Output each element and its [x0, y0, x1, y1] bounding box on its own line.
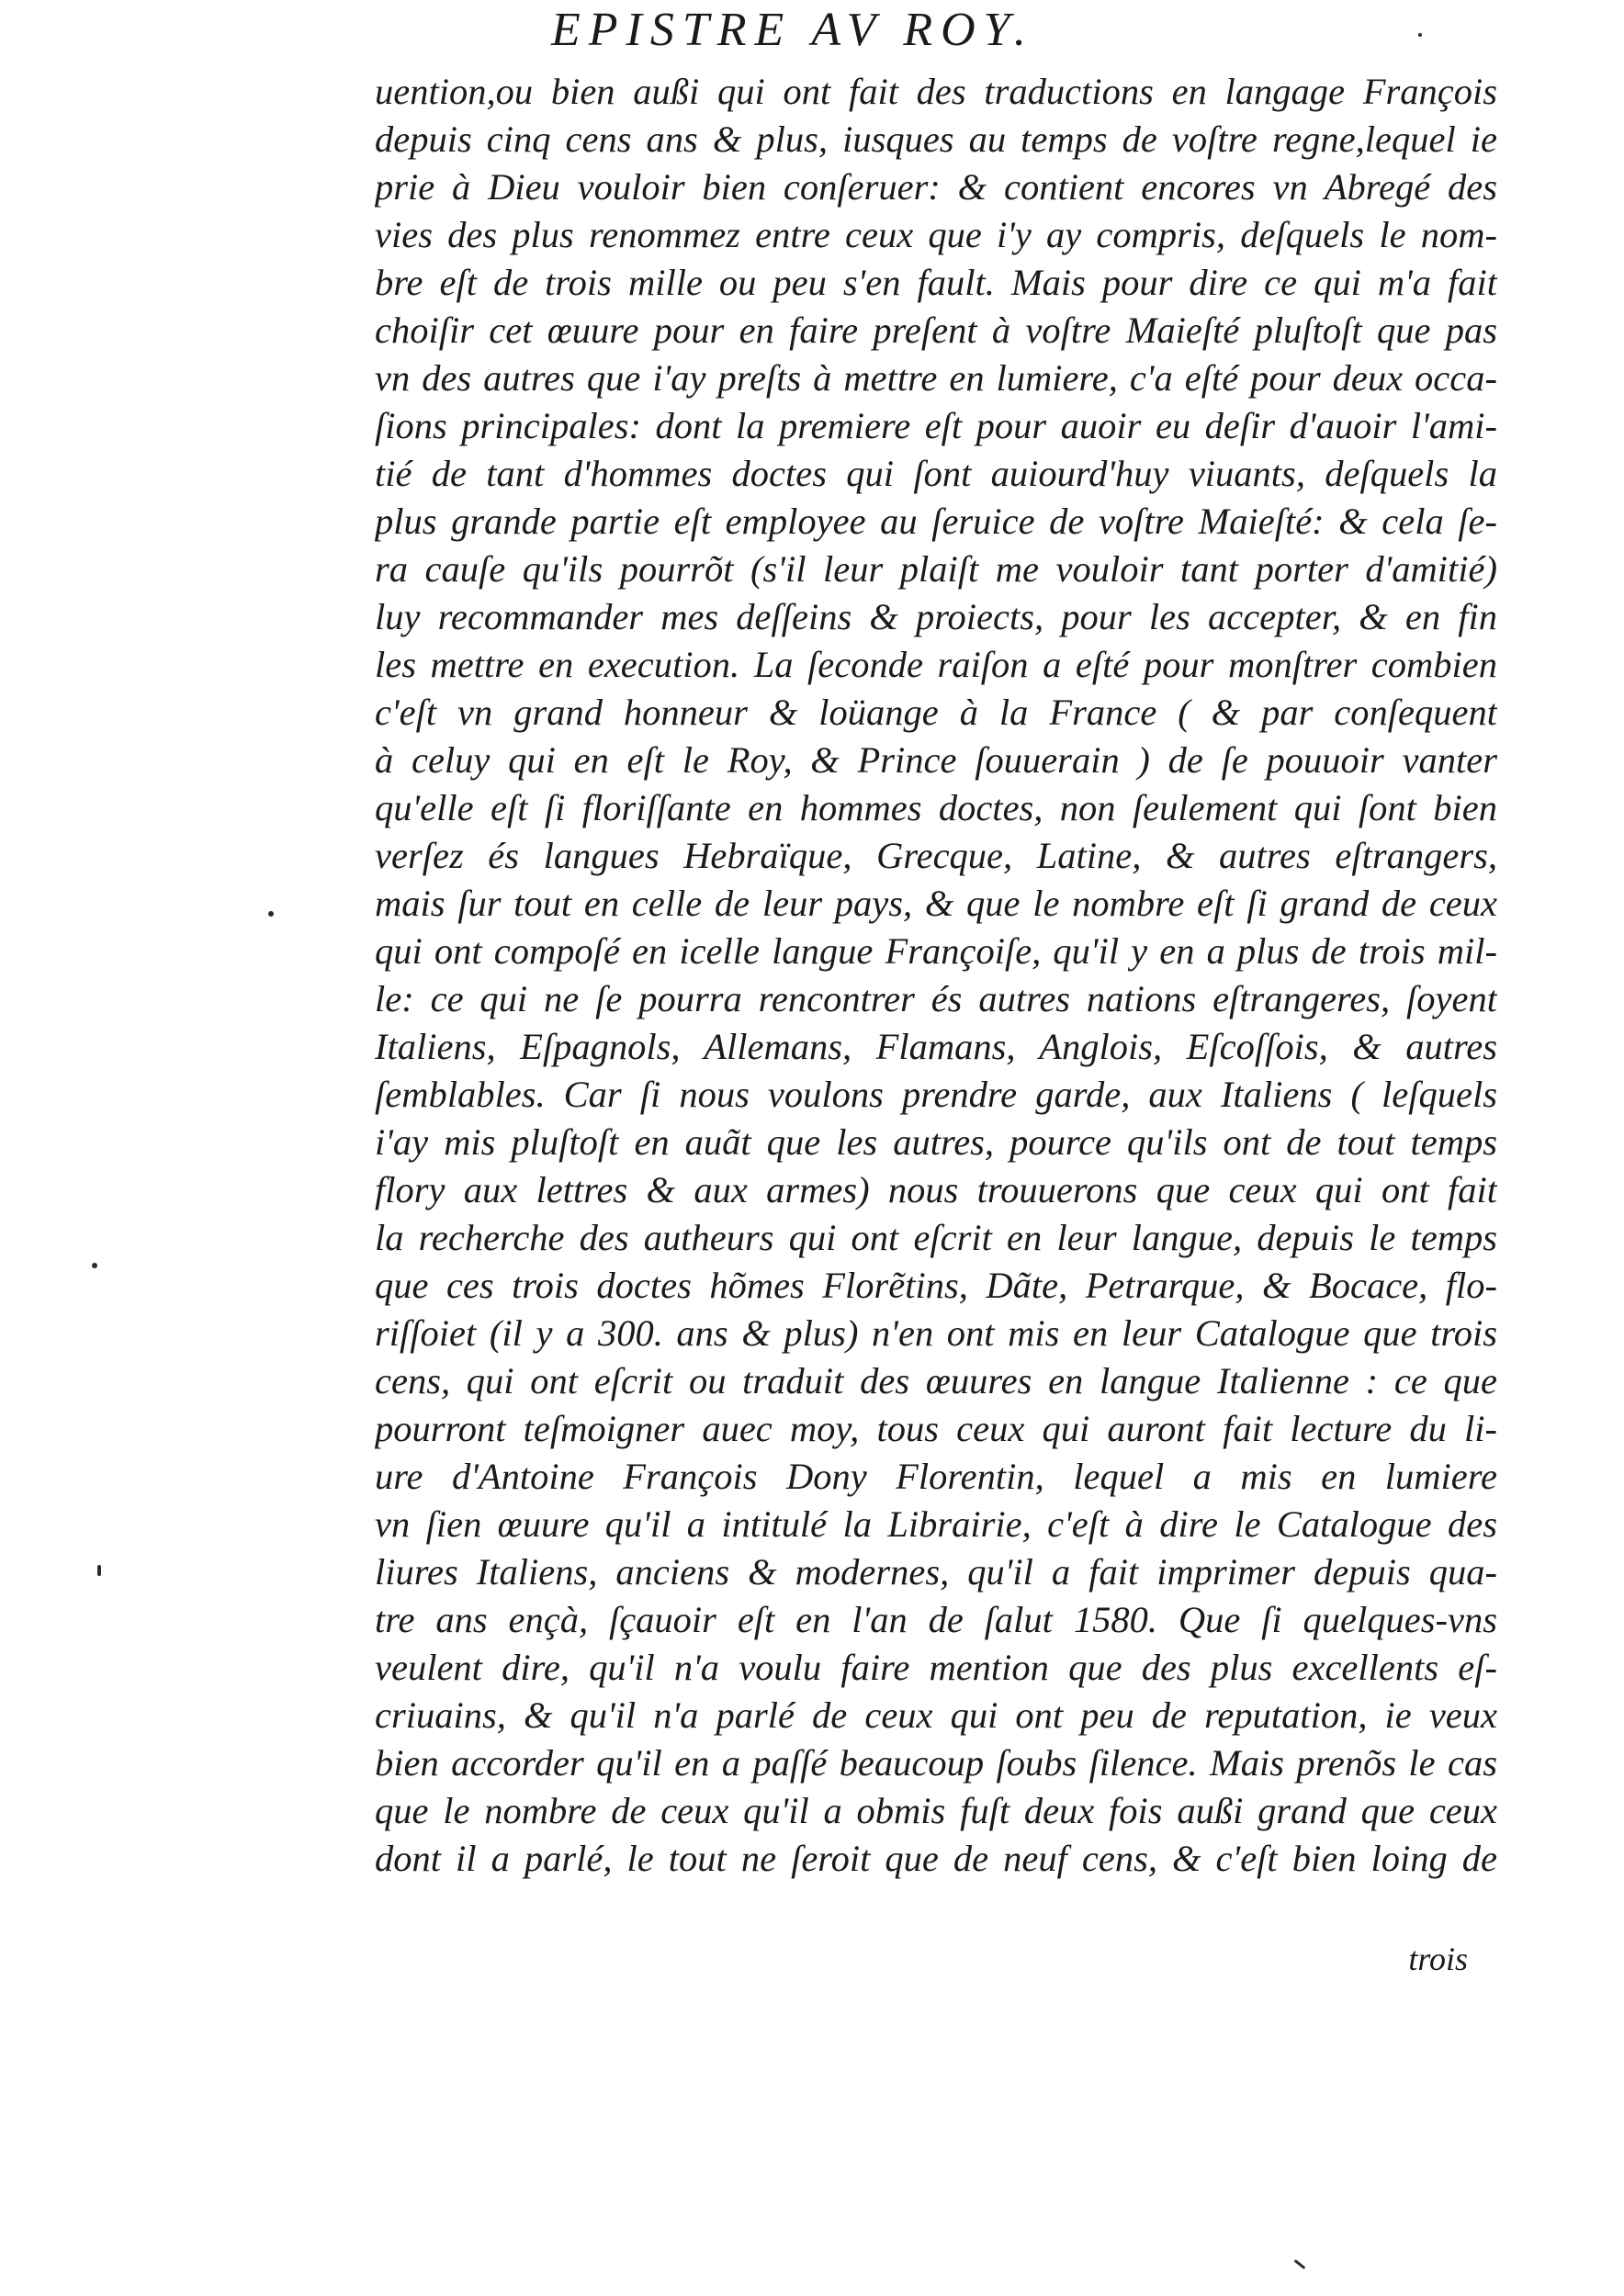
text-line: mais ſur tout en celle de leur pays, & que le nombre eſt ſi grand de ceux	[375, 883, 1497, 924]
text-line: veulent dire, qu'il n'a voulu faire mention que des plus excellents eſ-	[375, 1647, 1497, 1688]
text-line: choiſir cet œuure pour en faire preſent à voſtre Maieſté pluſtoſt que pas	[375, 310, 1497, 351]
text-line: que ces trois doctes hõmes Florẽtins, Dãte, Petrarque, & Bocace, flo-	[375, 1265, 1497, 1306]
ink-speck	[1294, 2259, 1306, 2269]
text-line: criuains, & qu'il n'a parlé de ceux qui ont peu de reputation, ie veux	[375, 1694, 1497, 1736]
text-line: qui ont compoſé en icelle langue Françoiſe, qu'il y en a plus de trois mil-	[375, 930, 1497, 972]
text-line: verſez és langues Hebraïque, Grecque, Latine, & autres eſtrangers,	[375, 835, 1497, 876]
text-line: Italiens, Eſpagnols, Allemans, Flamans, Anglois, Eſcoſſois, & autres	[375, 1026, 1497, 1067]
text-line: les mettre en execution. La ſeconde raiſon a eſté pour monſtrer combien	[375, 644, 1497, 685]
text-line: dont il a parlé, le tout ne ſeroit que de neuf cens, & c'eſt bien loing de	[375, 1838, 1497, 1879]
text-line: vn des autres que i'ay preſts à mettre en lumiere, c'a eſté pour deux occa-	[375, 357, 1497, 399]
text-line: à celuy qui en eſt le Roy, & Prince ſouuerain ) de ſe pouuoir vanter	[375, 739, 1497, 781]
text-line: depuis cinq cens ans & plus, iusques au temps de voſtre regne,lequel ie	[375, 118, 1497, 160]
text-line: i'ay mis pluſtoſt en auãt que les autres, pource qu'ils ont de tout temps	[375, 1121, 1497, 1163]
text-line: bien accorder qu'il en a paſſé beaucoup ſoubs ſilence. Mais prenõs le cas	[375, 1742, 1497, 1784]
text-line: cens, qui ont eſcrit ou traduit des œuures en langue Italienne : ce que	[375, 1360, 1497, 1401]
text-line: que le nombre de ceux qu'il a obmis fuſt deux fois außi grand que ceux	[375, 1790, 1497, 1831]
text-line: luy recommander mes deſſeins & proiects, pour les accepter, & en fin	[375, 596, 1497, 637]
text-line: tié de tant d'hommes doctes qui ſont auiourd'huy viuants, deſquels la	[375, 453, 1497, 494]
text-line: bre eſt de trois mille ou peu s'en fault. Mais pour dire ce qui m'a fait	[375, 262, 1497, 303]
text-line: flory aux lettres & aux armes) nous trouuerons que ceux qui ont fait	[375, 1169, 1497, 1210]
text-line: tre ans ençà, ſçauoir eſt en l'an de ſalut 1580. Que ſi quelques-vns	[375, 1599, 1497, 1640]
catchword: trois	[1408, 1941, 1468, 1977]
ink-speck	[1418, 33, 1422, 37]
text-line: la recherche des autheurs qui ont eſcrit en leur langue, depuis le temps	[375, 1217, 1497, 1258]
text-line: uention,ou bien außi qui ont fait des traductions en langage François	[375, 71, 1497, 112]
text-line: prie à Dieu vouloir bien conſeruer: & contient encores vn Abregé des	[375, 166, 1497, 208]
text-line: liures Italiens, anciens & modernes, qu'il a fait imprimer depuis qua-	[375, 1551, 1497, 1593]
text-line: riſſoiet (il y a 300. ans & plus) n'en ont mis en leur Catalogue que trois	[375, 1312, 1497, 1354]
ink-speck	[268, 911, 274, 917]
text-line: pourront teſmoigner auec moy, tous ceux qui auront fait lecture du li-	[375, 1408, 1497, 1449]
ink-speck	[97, 1565, 101, 1576]
text-line: ure d'Antoine François Dony Florentin, lequel a mis en lumiere	[375, 1456, 1497, 1497]
ink-speck	[92, 1263, 97, 1268]
text-line: le: ce qui ne ſe pourra rencontrer és autres nations eſtrangeres, ſoyent	[375, 978, 1497, 1019]
text-line: plus grande partie eſt employee au ſeruice de voſtre Maieſté: & cela ſe-	[375, 501, 1497, 542]
text-line: ſions principales: dont la premiere eſt pour auoir eu deſir d'auoir l'ami-	[375, 405, 1497, 446]
text-line: vn ſien œuure qu'il a intitulé la Librairie, c'eſt à dire le Catalogue des	[375, 1503, 1497, 1545]
body-text	[375, 68, 1497, 1941]
text-line: ra cauſe qu'ils pourrõt (s'il leur plaiſt me vouloir tant porter d'amitié)	[375, 548, 1497, 590]
text-line: ſemblables. Car ſi nous voulons prendre garde, aux Italiens ( leſquels	[375, 1074, 1497, 1115]
text-line: vies des plus renommez entre ceux que i'y ay compris, deſquels le nom-	[375, 214, 1497, 255]
text-line: c'eſt vn grand honneur & loüange à la France ( & par conſequent	[375, 692, 1497, 733]
running-head: EPISTRE AV ROY.	[551, 4, 1034, 56]
text-line: qu'elle eſt ſi floriſſante en hommes doctes, non ſeulement qui ſont bien	[375, 787, 1497, 828]
